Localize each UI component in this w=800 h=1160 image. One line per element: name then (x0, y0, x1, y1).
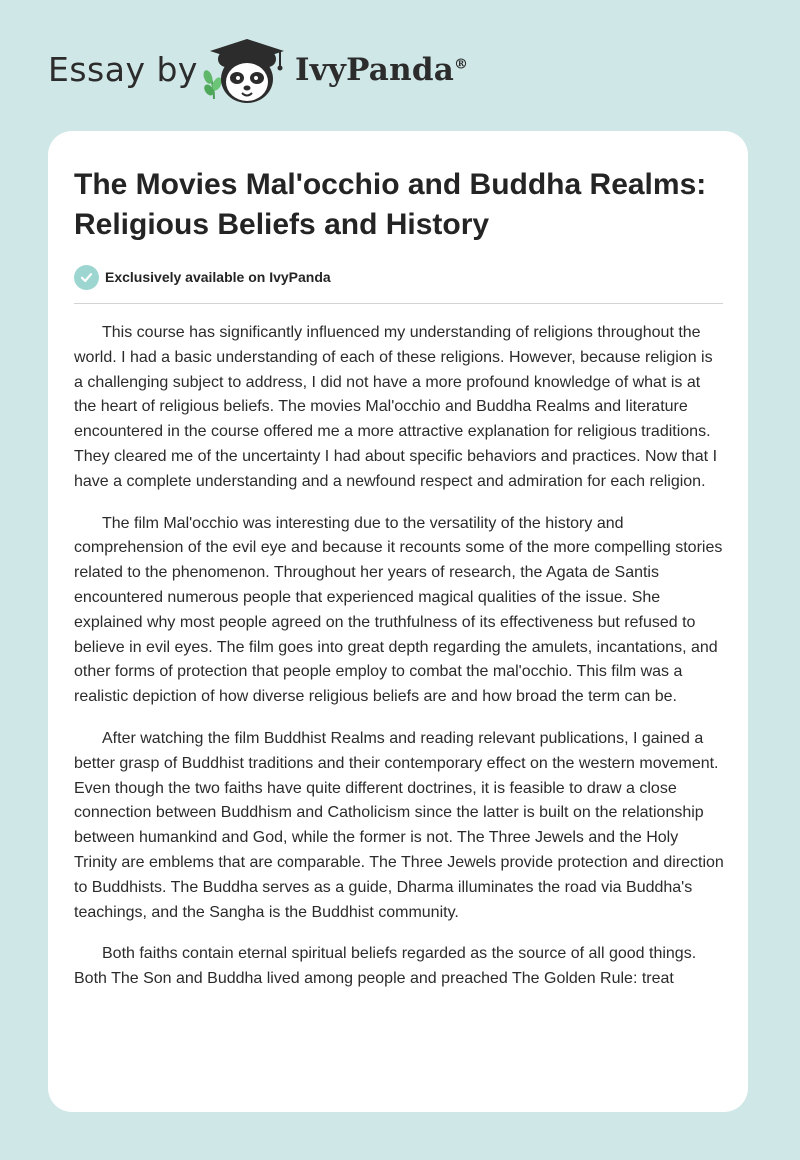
essay-title: The Movies Mal'occhio and Buddha Realms: Religious Beliefs and History (74, 168, 707, 241)
essay-paragraph: The film Mal'occhio was interesting due to the versatility of the history and comprehension of the evil eye and because it recounts some of the more compelling stories related to the phenomenon. Throughout her years of research, the Agata de Santis encountered numerous people that experienced magical qualities of the issue. She explained why most people agreed on the truthfulness of its effectiveness but refused to believe in evil eyes. The film goes into great depth regarding the amulets, incantations, and other forms of protection that people employ to combat the mal'occhio. This film was a realistic depiction of how diverse religious beliefs are and how broad the term can be. (74, 514, 723, 706)
check-icon (74, 265, 99, 290)
essay-body (74, 321, 724, 1009)
essay-by-label: Essay by (48, 50, 198, 89)
panda-graduation-cap-icon[interactable] (200, 37, 286, 107)
exclusive-label: Exclusively available on IvyPanda (105, 269, 331, 285)
registered-mark: ® (454, 56, 469, 73)
exclusive-badge-row (74, 264, 331, 290)
site-header (0, 0, 800, 130)
essay-paragraph: After watching the film Buddhist Realms and reading relevant publications, I gained a better grasp of Buddhist traditions and their contemporary effect on the western movement. Even though the two faiths have quite different doctrines, it is feasible to draw a close connection between Buddhism and Catholicism since the latter is built on the relationship between humankind and God, while the former is not. The Three Jewels and the Holy Trinity are emblems that are comparable. The Three Jewels provide protection and direction to Buddhists. The Buddha serves as a guide, Dharma illuminates the road via Buddha's teachings, and the Sangha is the Buddhist community. (74, 729, 724, 921)
leaf-icon (202, 69, 224, 99)
title-divider (74, 303, 723, 304)
essay-card (48, 131, 748, 1112)
essay-paragraph: Both faiths contain eternal spiritual beliefs regarded as the source of all good things. Both The Son and Buddha lived among people and preached The Golden Rule: treat (74, 945, 697, 988)
essay-paragraph: This course has significantly influenced my understanding of religions throughout the world. I had a basic understanding of each of these religions. However, because religion is a challenging subject to address, I did not have a more profound knowledge of what is at the heart of religious beliefs. The movies Mal'occhio and Buddha Realms and literature encountered in the course offered me a more attractive explanation for religious traditions. They cleared me of the uncertainty I had about specific behaviors and practices. Now that I have a complete understanding and a newfound respect and admiration for each religion. (74, 324, 718, 490)
brand-logo-text[interactable] (295, 52, 468, 88)
brand-name-text: IvyPanda (295, 52, 454, 88)
